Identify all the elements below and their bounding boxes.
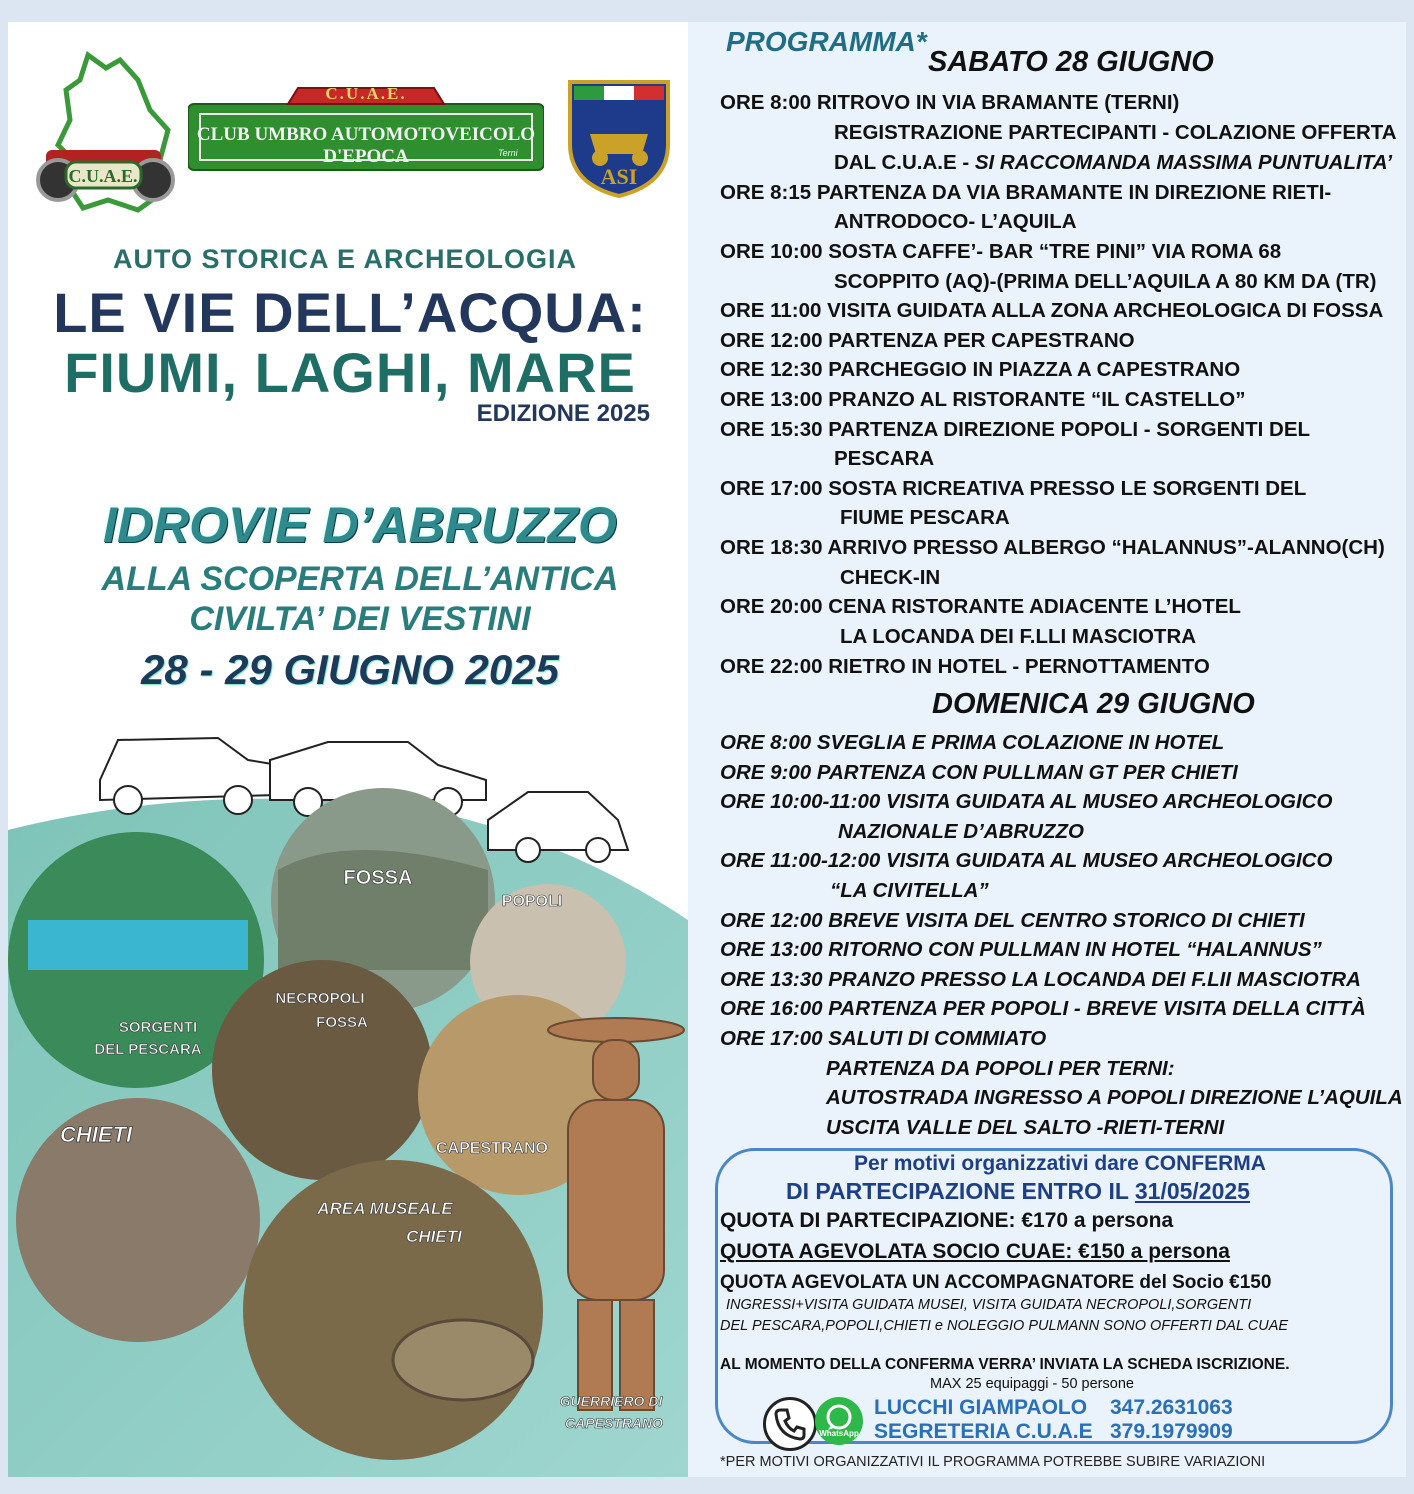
schedule-line: REGISTRAZIONE PARTECIPANTI - COLAZIONE OFFERTA bbox=[834, 121, 1397, 144]
schedule-line: ORE 13:30 PRANZO PRESSO LA LOCANDA DEI F.LII MASCIOTRA bbox=[720, 968, 1361, 991]
svg-text:CAPESTRANO: CAPESTRANO bbox=[435, 1140, 549, 1157]
confirm-line-1: Per motivi organizzativi dare CONFERMA bbox=[854, 1152, 1266, 1175]
schedule-line: ORE 8:15 PARTENZA DA VIA BRAMANTE IN DIREZIONE RIETI- bbox=[720, 181, 1332, 204]
subtitle-idrovie: IDROVIE D’ABRUZZO bbox=[103, 497, 617, 553]
schedule-line: “LA CIVITELLA” bbox=[830, 879, 989, 902]
schedule-line: ORE 12:30 PARCHEGGIO IN PIAZZA A CAPESTRANO bbox=[720, 358, 1241, 381]
schedule-line: ANTRODOCO- L’AQUILA bbox=[834, 210, 1077, 233]
contact-1-phone[interactable]: 347.2631063 bbox=[1110, 1396, 1233, 1419]
places-collage bbox=[8, 720, 688, 1477]
svg-text:C.U.A.E.: C.U.A.E. bbox=[68, 166, 138, 186]
club-banner-logo: C.U.A.E. CLUB UMBRO AUTOMOTOVEICOLO D'EPOCA Terni bbox=[188, 82, 544, 172]
quota-partecipazione: QUOTA DI PARTECIPAZIONE: €170 a persona bbox=[720, 1209, 1174, 1232]
footnote: *PER MOTIVI ORGANIZZATIVI IL PROGRAMMA POTREBBE SUBIRE VARIAZIONI bbox=[720, 1454, 1266, 1470]
schedule-line: ORE 20:00 CENA RISTORANTE ADIACENTE L’HOTEL bbox=[720, 595, 1241, 618]
schedule-line: CHECK-IN bbox=[840, 566, 941, 589]
phone-icon[interactable] bbox=[763, 1397, 817, 1451]
scheda-note: AL MOMENTO DELLA CONFERMA VERRA’ INVIATA LA SCHEDA ISCRIZIONE. bbox=[720, 1356, 1290, 1373]
included-line-1: INGRESSI+VISITA GUIDATA MUSEI, VISITA GUIDATA NECROPOLI,SORGENTI bbox=[726, 1297, 1252, 1313]
schedule-line: ORE 9:00 PARTENZA CON PULLMAN GT PER CHIETI bbox=[720, 761, 1238, 784]
schedule-line: ORE 11:00-12:00 VISITA GUIDATA AL MUSEO ARCHEOLOGICO bbox=[720, 849, 1333, 872]
quota-socio: QUOTA AGEVOLATA SOCIO CUAE: €150 a persona bbox=[720, 1240, 1230, 1263]
cuae-logo bbox=[28, 50, 178, 215]
svg-text:AREA MUSEALE: AREA MUSEALE bbox=[317, 1199, 453, 1218]
confirm-deadline: 31/05/2025 bbox=[1134, 1178, 1250, 1204]
contact-2-name: SEGRETERIA C.U.A.E bbox=[874, 1420, 1093, 1443]
svg-text:CAPESTRANO: CAPESTRANO bbox=[564, 1415, 664, 1431]
svg-text:POPOLI: POPOLI bbox=[501, 893, 563, 910]
schedule-line: ORE 10:00-11:00 VISITA GUIDATA AL MUSEO ARCHEOLOGICO bbox=[720, 790, 1333, 813]
subtitle-civilta: CIVILTA’ DEI VESTINI bbox=[189, 600, 531, 638]
schedule-line: ORE 15:30 PARTENZA DIREZIONE POPOLI - SORGENTI DEL bbox=[720, 418, 1311, 441]
svg-text:CHIETI: CHIETI bbox=[59, 1122, 133, 1147]
schedule-line: ORE 12:00 PARTENZA PER CAPESTRANO bbox=[720, 329, 1135, 352]
program-heading: PROGRAMMA* bbox=[726, 26, 927, 57]
svg-text:NECROPOLI: NECROPOLI bbox=[275, 990, 365, 1007]
asi-logo bbox=[560, 74, 678, 199]
schedule-line: ORE 22:00 RIETRO IN HOTEL - PERNOTTAMENTO bbox=[720, 655, 1210, 678]
svg-text:GUERRIERO DI: GUERRIERO DI bbox=[559, 1393, 663, 1409]
schedule-line: LA LOCANDA DEI F.LLI MASCIOTRA bbox=[840, 625, 1197, 648]
svg-text:FOSSA: FOSSA bbox=[316, 1014, 368, 1031]
schedule-line: DAL C.U.A.E - SI RACCOMANDA MASSIMA PUNTUALITA’ bbox=[834, 151, 1393, 174]
day1-heading: SABATO 28 GIUGNO bbox=[928, 46, 1214, 78]
schedule-line: ORE 18:30 ARRIVO PRESSO ALBERGO “HALANNUS”-ALANNO(CH) bbox=[720, 536, 1385, 559]
schedule-line: USCITA VALLE DEL SALTO -RIETI-TERNI bbox=[826, 1116, 1225, 1139]
title-auto-storica: AUTO STORICA E ARCHEOLOGIA bbox=[112, 244, 578, 274]
subtitle-alla-scoperta: ALLA SCOPERTA DELL’ANTICA bbox=[101, 560, 619, 598]
svg-text:SORGENTI: SORGENTI bbox=[118, 1019, 198, 1036]
schedule-line: ORE 10:00 SOSTA CAFFE’- BAR “TRE PINI” VIA ROMA 68 bbox=[720, 240, 1282, 263]
schedule-line: ORE 8:00 RITROVO IN VIA BRAMANTE (TERNI) bbox=[720, 91, 1180, 114]
title-vie-acqua: LE VIE DELL’ACQUA: bbox=[53, 281, 647, 344]
quota-accompagnatore: QUOTA AGEVOLATA UN ACCOMPAGNATORE del Socio €150 bbox=[720, 1272, 1272, 1293]
schedule-line: ORE 13:00 PRANZO AL RISTORANTE “IL CASTELLO” bbox=[720, 388, 1246, 411]
schedule-line: ORE 16:00 PARTENZA PER POPOLI - BREVE VISITA DELLA CITTÀ bbox=[720, 997, 1366, 1020]
schedule-line: PESCARA bbox=[834, 447, 935, 470]
svg-text:CHIETI: CHIETI bbox=[406, 1227, 462, 1246]
schedule-line: ORE 8:00 SVEGLIA E PRIMA COLAZIONE IN HOTEL bbox=[720, 731, 1225, 754]
schedule-line: ORE 11:00 VISITA GUIDATA ALLA ZONA ARCHEOLOGICA DI FOSSA bbox=[720, 299, 1384, 322]
schedule-line: SCOPPITO (AQ)-(PRIMA DELL’AQUILA A 80 KM DA (TR) bbox=[834, 270, 1377, 293]
day2-heading: DOMENICA 29 GIUGNO bbox=[932, 688, 1255, 720]
schedule-line: ORE 12:00 BREVE VISITA DEL CENTRO STORICO DI CHIETI bbox=[720, 909, 1305, 932]
schedule-line: AUTOSTRADA INGRESSO A POPOLI DIREZIONE L’AQUILA bbox=[826, 1086, 1403, 1109]
confirm-line-2: DI PARTECIPAZIONE ENTRO IL 31/05/2025 bbox=[786, 1178, 1250, 1204]
schedule-line: ORE 13:00 RITORNO CON PULLMAN IN HOTEL “HALANNUS” bbox=[720, 938, 1322, 961]
svg-text:ASI: ASI bbox=[600, 164, 638, 189]
edition-label: EDIZIONE 2025 bbox=[476, 400, 650, 427]
svg-text:FOSSA: FOSSA bbox=[343, 867, 413, 889]
event-dates: 28 - 29 GIUGNO 2025 bbox=[141, 646, 559, 693]
schedule-line: NAZIONALE D’ABRUZZO bbox=[838, 820, 1084, 843]
contact-2-phone[interactable]: 379.1979909 bbox=[1110, 1420, 1233, 1443]
schedule-line: FIUME PESCARA bbox=[840, 506, 1010, 529]
contact-1-name: LUCCHI GIAMPAOLO bbox=[874, 1396, 1088, 1419]
max-participants: MAX 25 equipaggi - 50 persone bbox=[930, 1376, 1134, 1392]
whatsapp-icon[interactable]: WhatsApp bbox=[815, 1397, 863, 1445]
schedule-line: ORE 17:00 SALUTI DI COMMIATO bbox=[720, 1027, 1047, 1050]
schedule-line: PARTENZA DA POPOLI PER TERNI: bbox=[826, 1057, 1175, 1080]
title-fiumi: FIUMI, LAGHI, MARE bbox=[64, 341, 636, 404]
schedule-line: ORE 17:00 SOSTA RICREATIVA PRESSO LE SORGENTI DEL bbox=[720, 477, 1307, 500]
svg-text:DEL PESCARA: DEL PESCARA bbox=[94, 1041, 202, 1058]
included-line-2: DEL PESCARA,POPOLI,CHIETI e NOLEGGIO PULMANN SONO OFFERTI DAL CUAE bbox=[720, 1318, 1289, 1334]
